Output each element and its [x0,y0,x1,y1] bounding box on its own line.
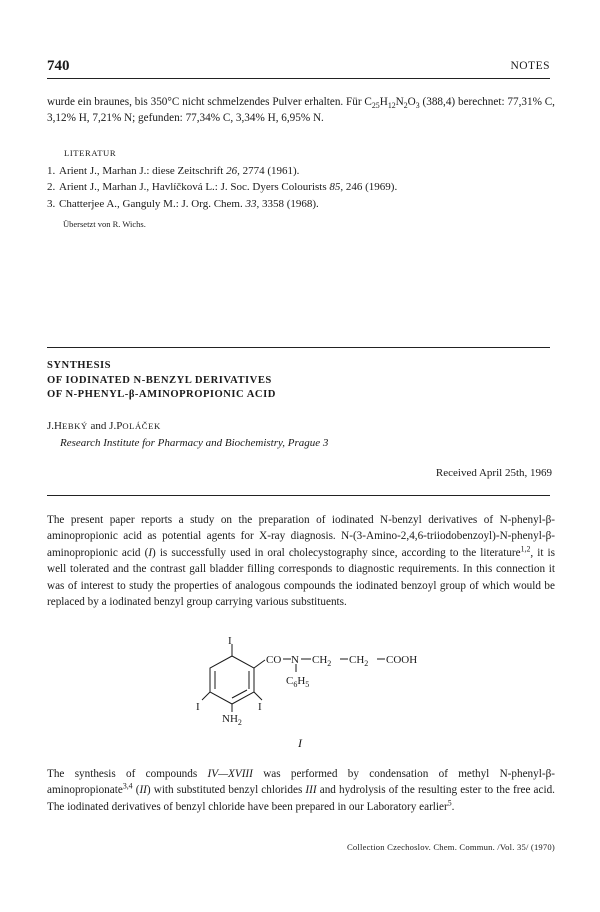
page-number: 740 [47,58,70,74]
methylene-label-b: $CH_2$ [349,654,369,668]
nitrogen-label: N [291,654,299,666]
chemical-structure-i [170,634,470,764]
iodine-right-label: I [258,701,262,713]
carbonyl-label: CO [266,654,282,666]
reference-item: 3. Chatterjee A., Ganguly M.: J. Org. Chem. 33, 3358 (1968). [47,197,319,210]
previous-article-text: wurde ein braunes, bis 350°C nicht schmelzendes Pulver erhalten. Für $C_{25}H_{12}N_2O_3$ (388,4) berechnet: 77,31% C, 3,12% H, 7,21% N; gefunden: 77,34% C, 3,34% H, 6,95% N. [47,96,555,125]
amino-label: $NH_2$ [222,713,242,727]
abstract-separator [47,495,550,496]
reference-list [47,163,555,212]
received-date: Received April 25th, 1969 [435,467,552,479]
article-authors: J.HEBKÝ and J.POLÁČEK [47,420,161,432]
article-separator [47,347,550,348]
intro-paragraph: The present paper reports a study on the preparation of iodinated N-benzyl derivatives of N-phenyl-β-aminopropionic acid as potential agents for X-ray diagnosis. N-(3-Amino-2,4,6-triiodobenzoyl)-N-phenyl-β-aminopropionic acid (I) is successfully used in oral cholecystography since, according to the literature$^{1,2}$, it is well tolerated and the contrast gall bladder filling corresponds to diagnostic requirements. In this connection it was of interest to study the properties of analogous compounds the iodinated benzoyl group of which would be replaced by a iodinated benzyl group carrying various substituents. [47,514,555,609]
author-institution: Research Institute for Pharmacy and Biochemistry, Prague 3 [60,437,329,449]
methylene-label-a: $CH_2$ [312,654,332,668]
article-title: SYNTHESIS OF IODINATED N-BENZYL DERIVATIVES OF N-PHENYL-β-AMINOPROPIONIC ACID [47,360,276,400]
reference-item: 1. Arient J., Marhan J.: diese Zeitschrift 26, 2774 (1961). [47,165,300,177]
iodine-left-label: I [196,701,200,713]
journal-footer: Collection Czechoslov. Chem. Commun. /Vol. 35/ (1970) [346,842,555,852]
running-header [47,58,550,79]
iodine-top-label: I [228,635,232,647]
literatur-heading: LITERATUR [64,148,117,158]
carboxyl-label: COOH [386,654,418,666]
compound-number-label: I [298,736,302,750]
phenyl-label: $C_6H_5$ [286,675,310,689]
reference-item: 2. Arient J., Marhan J., Havlíčková L.: J. Soc. Dyers Colourists 85, 246 (1969). [47,181,398,194]
translator-note: Übersetzt von R. Wichs. [63,219,146,229]
section-label: NOTES [510,60,550,72]
benzene-ring [210,656,254,704]
synthesis-paragraph: The synthesis of compounds IV—XVIII was performed by condensation of methyl N-phenyl-β-aminopropionate$^{3,4}$ (II) with substituted benzyl chlorides III and hydrolysis of the resulting ester to the free acid. The iodinated derivatives of benzyl chloride have been prepared in our Laboratory earlier$^5$. [47,768,555,813]
